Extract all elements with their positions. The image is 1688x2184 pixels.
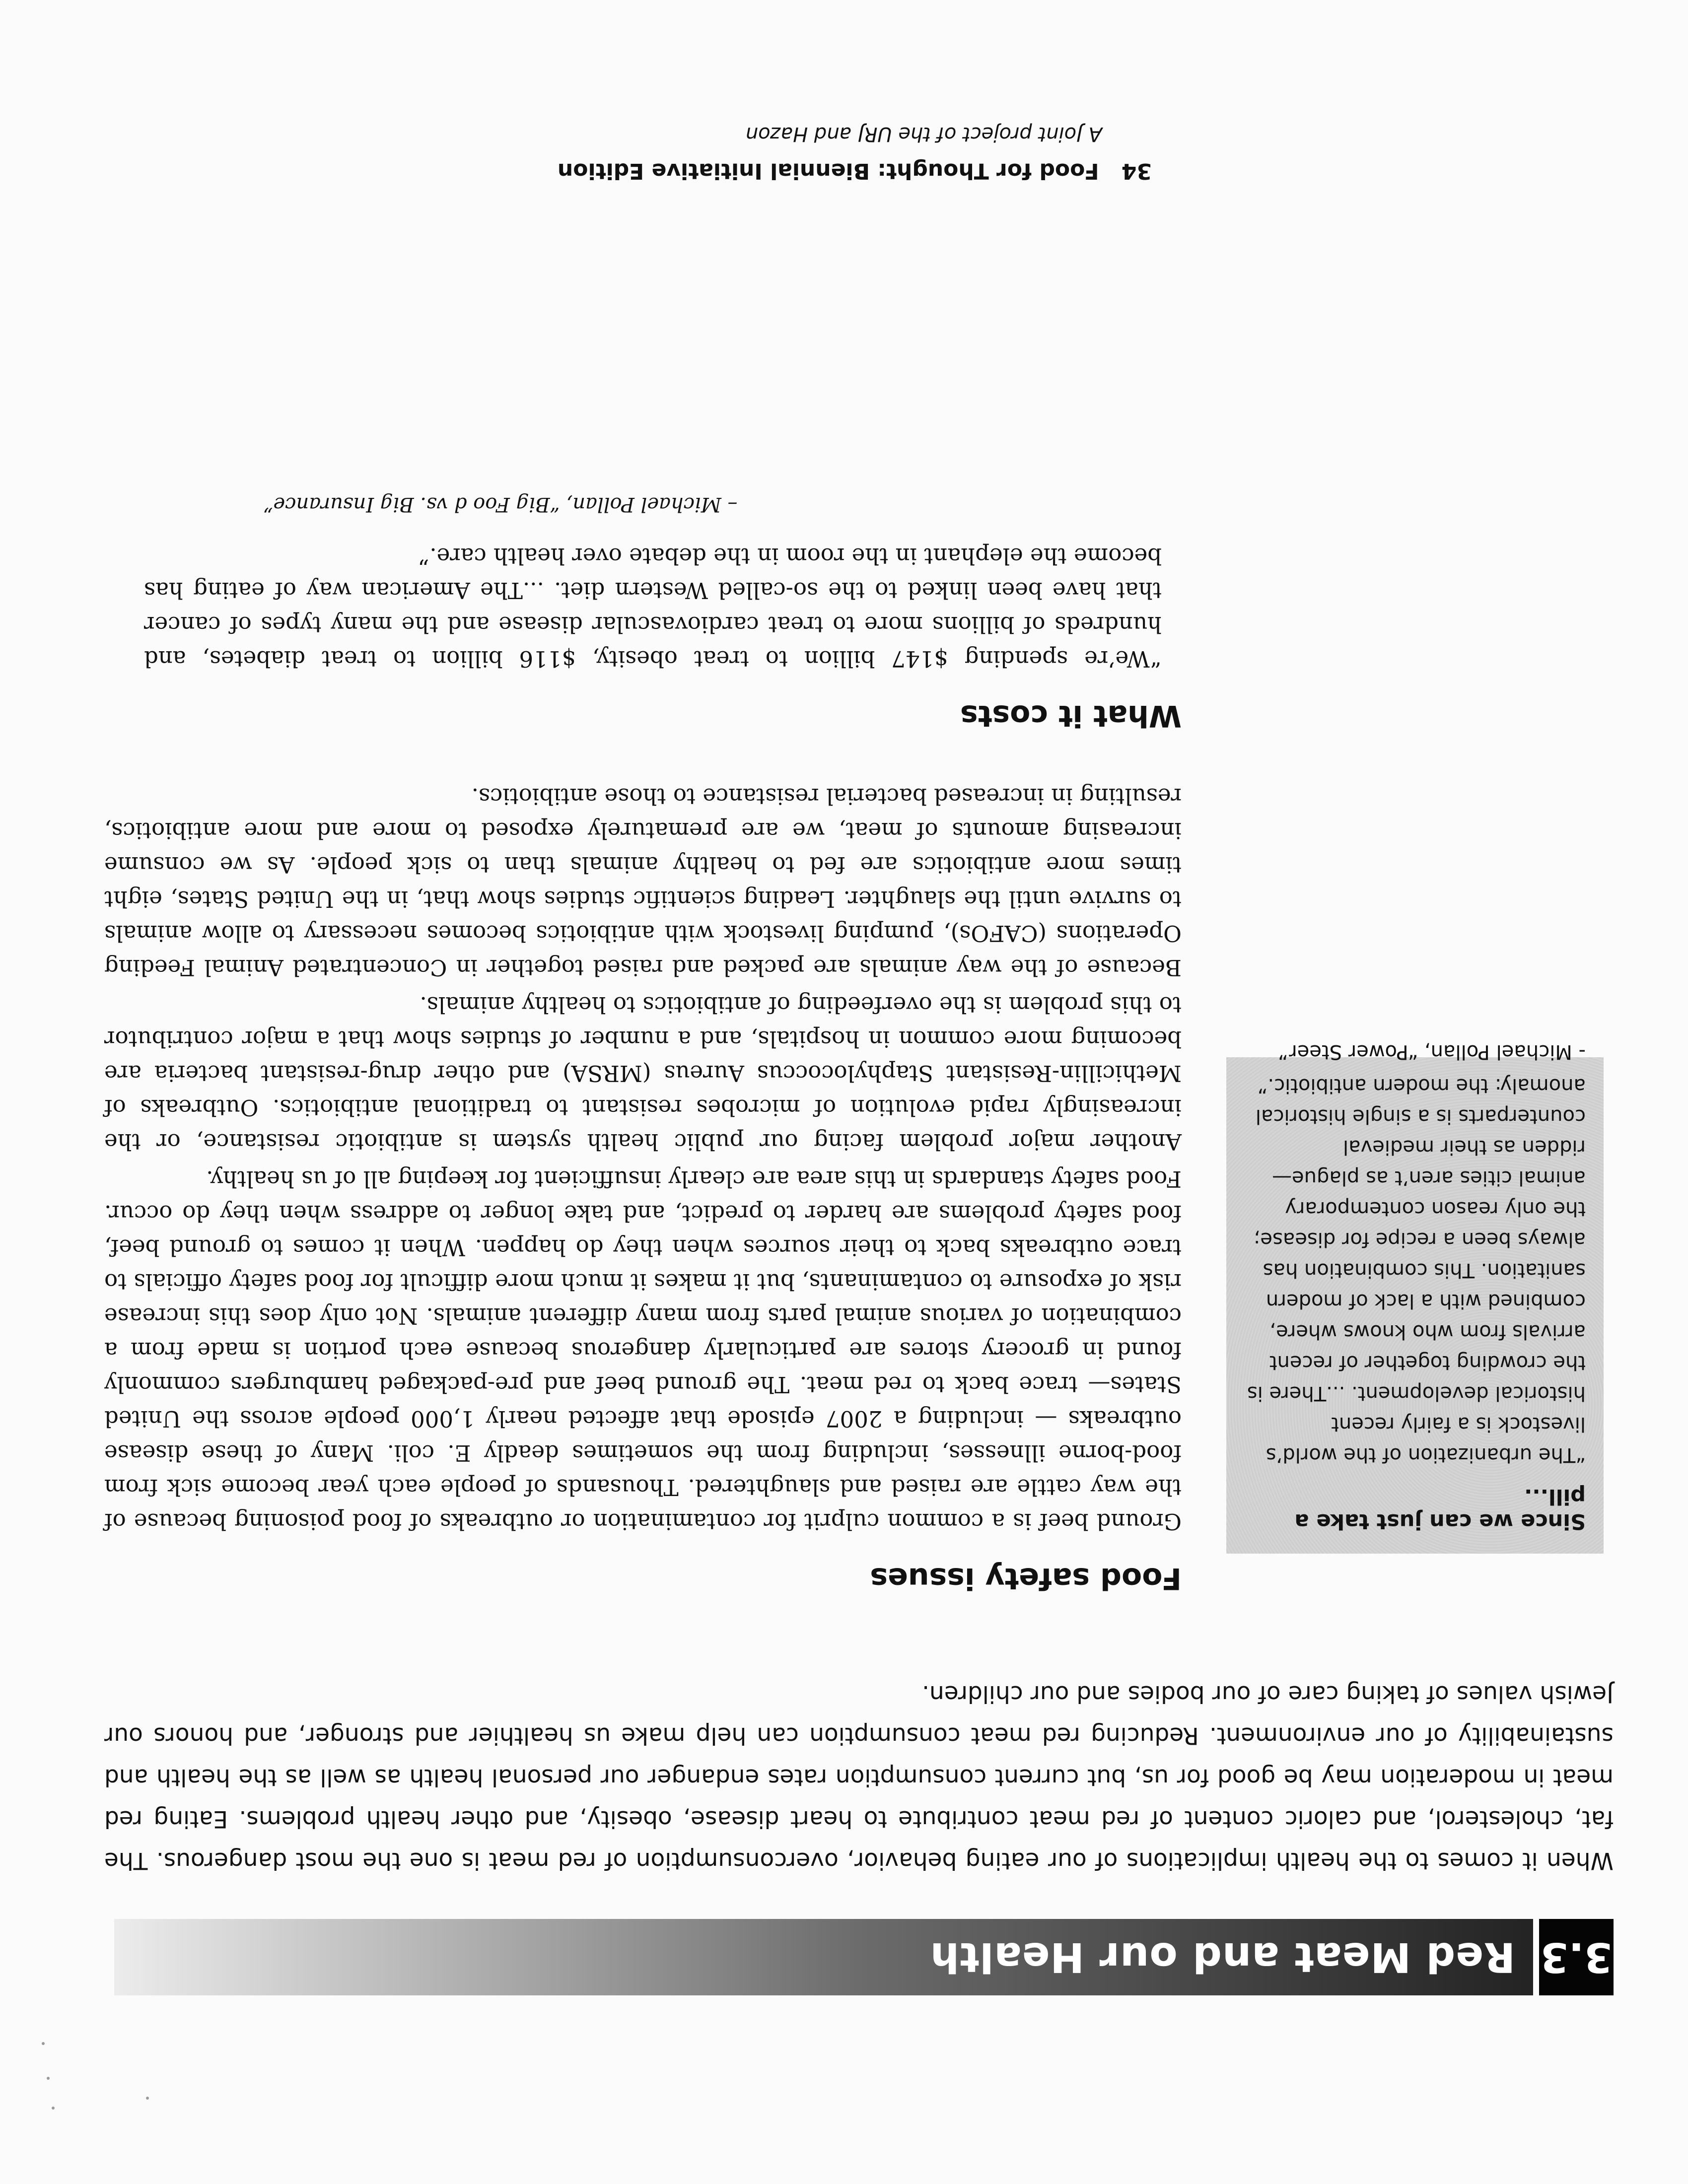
food-safety-heading: Food safety issues [870, 1561, 1182, 1596]
what-it-costs-heading: What it costs [960, 698, 1182, 733]
sidebar-quote-box [1226, 1040, 1604, 1554]
main-column [104, 489, 1182, 1598]
scan-speck [146, 2097, 149, 2100]
intro-paragraph: When it comes to the health implications of our eating behavior, overconsumption of red meat is one the most dangerous. The fat, cholesterol, and caloric content of red meat contribute to heart disease, obesity, and other health problems. Eating red meat in moderation may be good for us, but current consumption rates endanger our personal health as well as the health and sustainability of our environment. Reducing red meat consumption can help make us healthier and stronger, and honors our Jewish values of taking care of our bodies and our children. [104, 1680, 1614, 1874]
section-header [114, 1919, 1614, 1995]
page-number: 34 [1121, 158, 1152, 184]
scan-speck [47, 2077, 50, 2080]
food-safety-paragraph: Another major problem facing our public health system is antibiotic resistance, or the increasingly rapid evolution of microbes resistant to traditional antibiotics. Outbreaks of Methicillin-Resistant Staphylococcus Aureus (MRSA) and other drug-resistant bacteria are becoming more common in hospitals, and a number of studies show that a major contributor to this problem is the overfeeding of antibiotics to healthy animals. [104, 992, 1182, 1155]
scan-speck [52, 2107, 55, 2110]
scan-speck [42, 2042, 45, 2045]
food-safety-paragraph: Ground beef is a common culprit for contamination or outbreaks of food poisoning because of the way cattle are raised and slaughtered. Thousands of people each year become sick from food-borne illnesses, including from the sometimes deadly E. coli. Many of these disease outbreaks — including a 2007 episode that affected nearly 1,000 people across the United States— trace back to red meat. The ground beef and pre-packaged hamburgers commonly found in grocery stores are particularly dangerous because each portion is made from a combination of various animal parts from many different animals. Not only does this increase risk of exposure to contaminants, but it makes it much more difficult for food safety officials to trace outbreaks back to their sources when they do happen. When it comes to ground beef, food safety problems are harder to predict, and take longer to address when they do occur. Food safety standards in this area are clearly insufficient for keeping all of us healthy. [104, 1166, 1182, 1535]
cost-quote-attribution: – Michael Pollan, “Big Foo d vs. Big Insurance” [263, 493, 738, 516]
sidebar-attribution: - Michael Pollan, “Power Steer” [1277, 1040, 1586, 1063]
footer-title: Food for Thought: Biennial Initiative Edition [557, 158, 1099, 184]
food-safety-paragraph: Because of the way animals are packed and raised together in Concentrated Animal Feeding Operations (CAFOs), pumping livestock with antibiotics becomes necessary to allow animals to survive until the slaughter. Leading scientific studies show that, in the United States, eight times more antibiotics are fed to healthy animals than to sick people. As we consume increasing amounts of meat, we are prematurely exposed to more and more antibiotics, resulting in increased bacterial resistance to those antibiotics. [104, 783, 1182, 981]
sidebar-quote: “The urbanization of the world’s livestock is a fairly recent historical development. ...There is the crowding together of recent arrivals from who knows where, combined with a lack of modern sanitation. This combination has always been a recipe for disease; the only reason contemporary animal cities aren’t as plague—ridden as their medieval counterparts is a single historical anomaly: the modern antibiotic.” [1247, 1074, 1586, 1466]
section-number: 3.3 [1533, 1919, 1614, 1995]
sidebar-title: Since we can just take a pill... [1294, 1484, 1586, 1534]
page-footer [558, 123, 1152, 184]
cost-quote: “We’re spending $147 billion to treat obesity, $116 billion to treat diabetes, and hundreds of billions more to treat cardiovascular disease and the many types of cancer that have been linked to the so-called Western diet. ...The American way of eating has become the elephant in the room in the debate over health care.” [144, 543, 1162, 672]
section-title: Red Meat and our Health [929, 1933, 1515, 1981]
footer-subtitle: A Joint project of the URJ and Hazon [745, 123, 1102, 145]
